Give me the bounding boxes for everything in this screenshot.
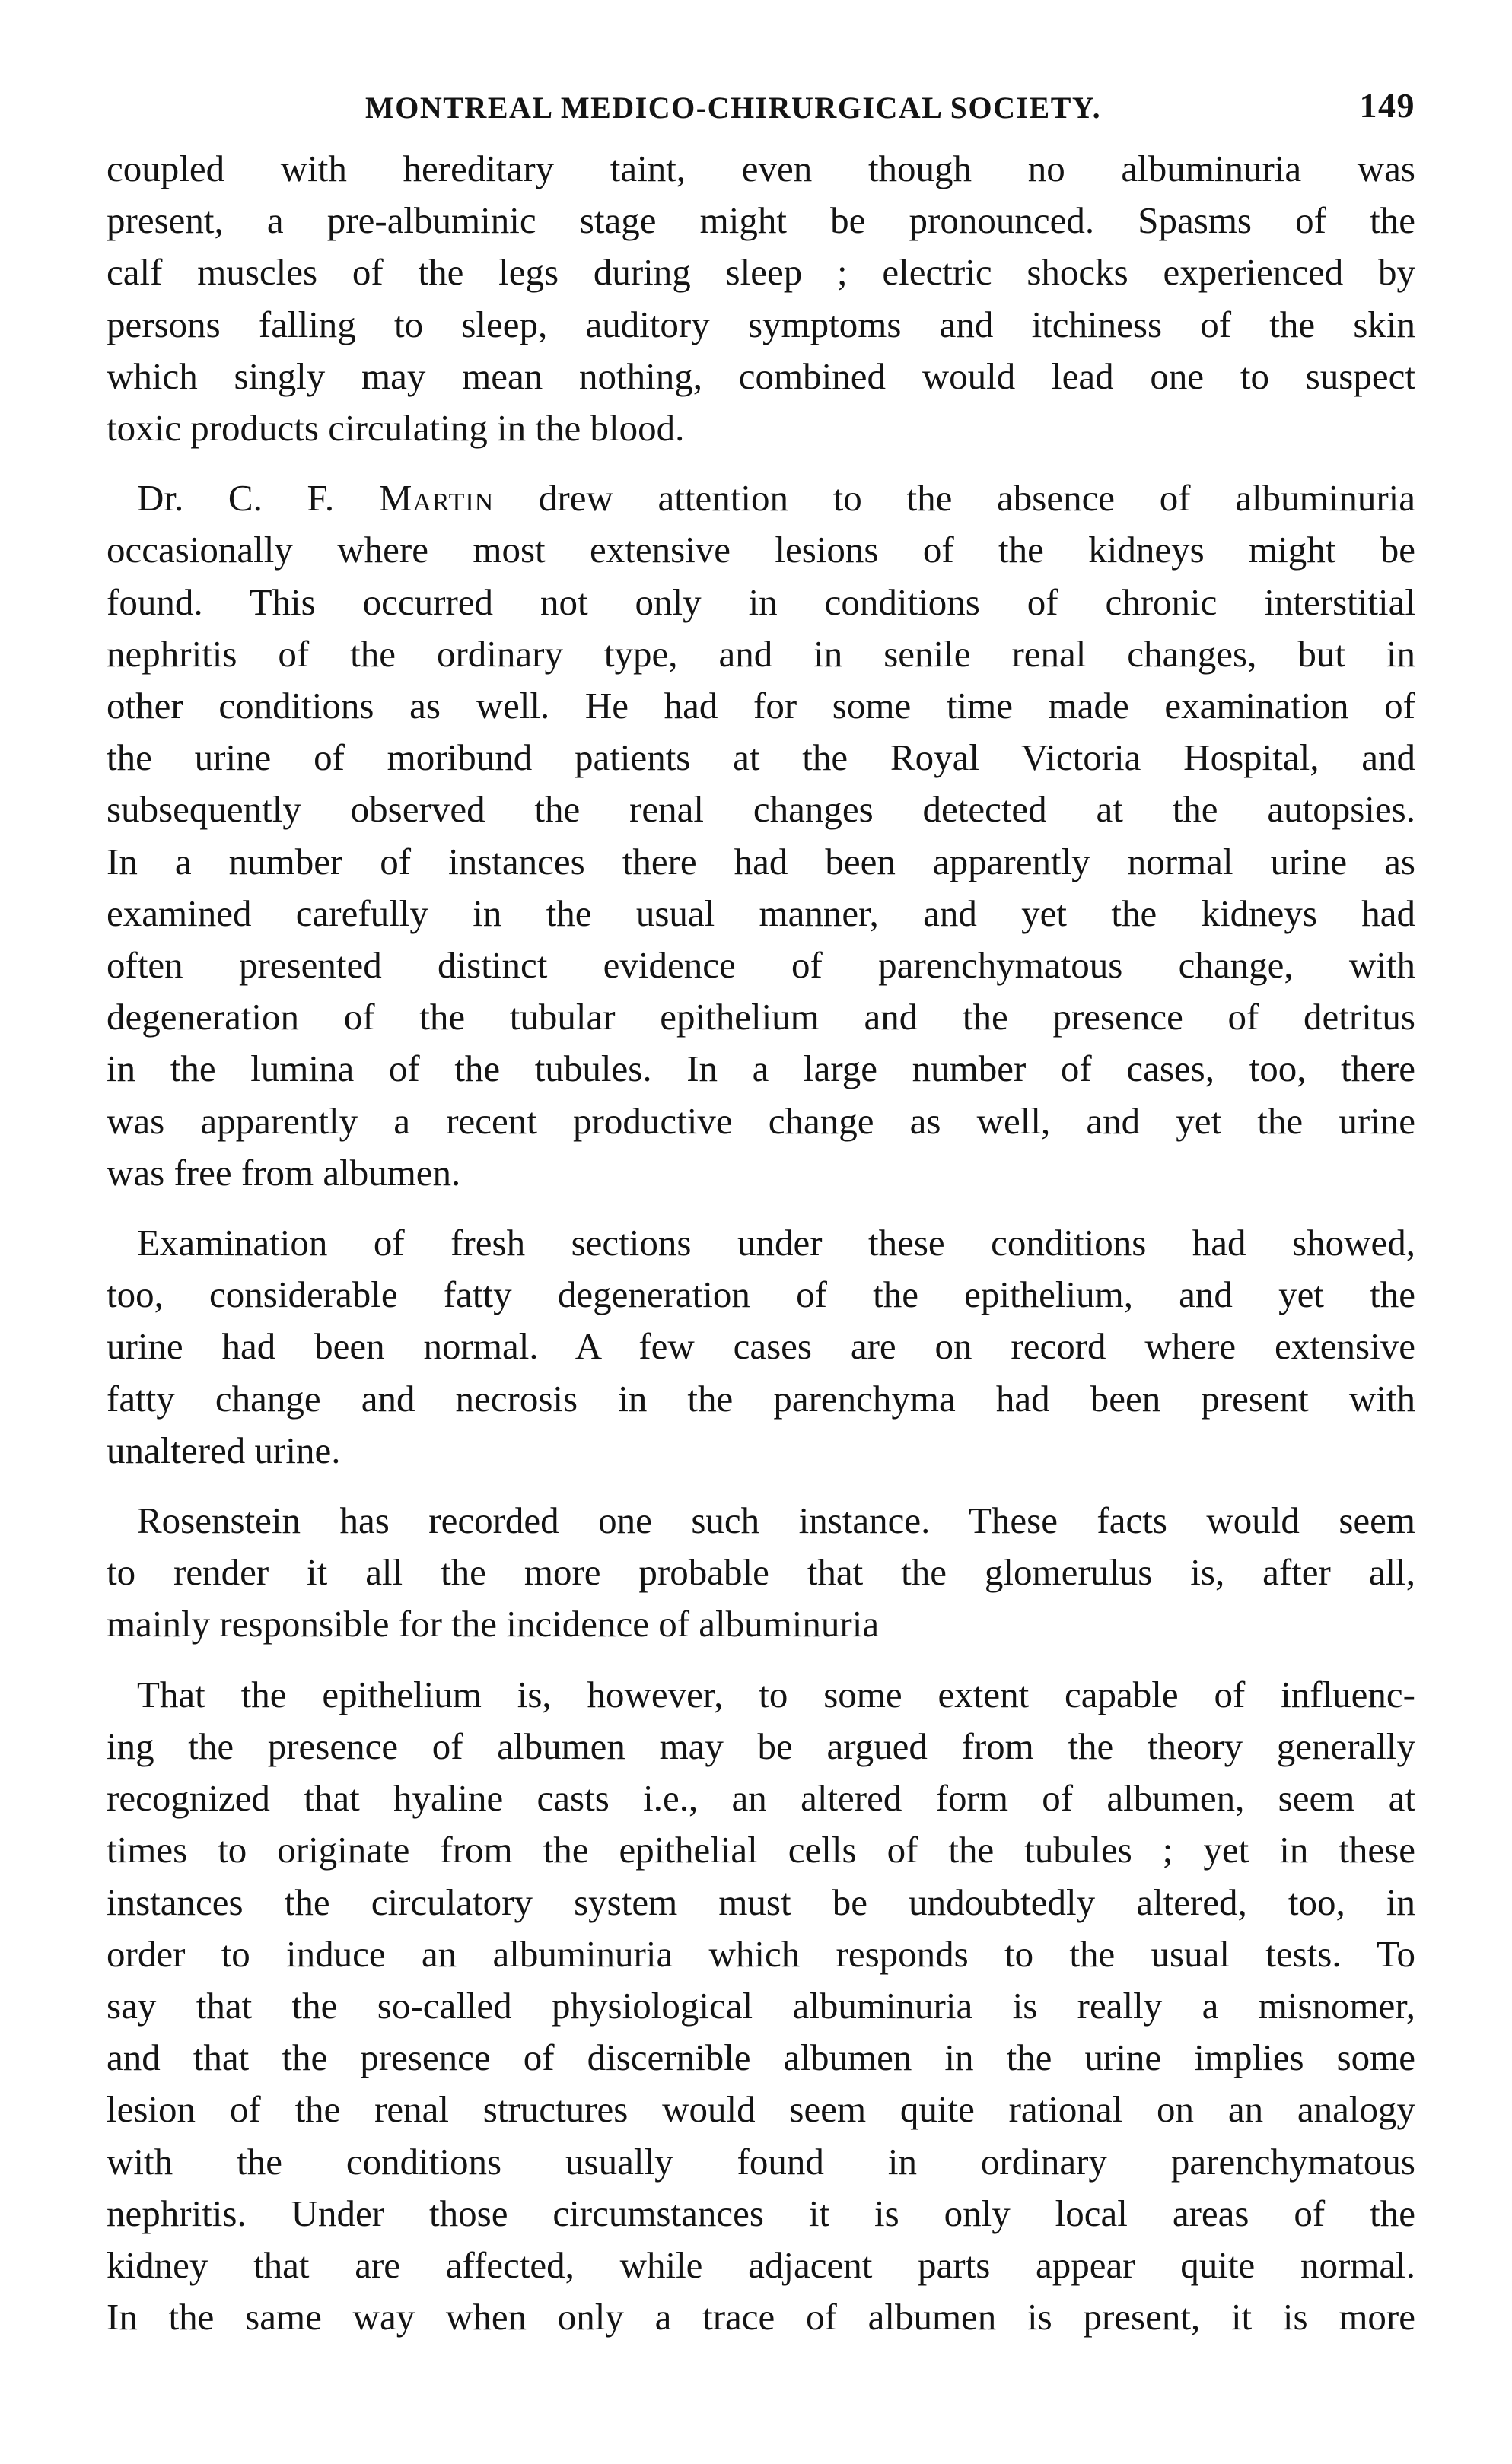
text-line: ing the presence of albumen may be argued from the theory generally bbox=[107, 1725, 1415, 1767]
page-header bbox=[107, 86, 1415, 143]
paragraph-3 bbox=[107, 1217, 1415, 1477]
text-line: occasionally where most extensive lesions of the kidneys might be bbox=[107, 529, 1415, 571]
text-line: kidney that are affected, while adjacent parts appear quite normal. bbox=[107, 2243, 1415, 2286]
text-line: to render it all the more probable that the glomerulus is, after all, bbox=[107, 1551, 1415, 1594]
text-line: urine had been normal. A few cases are on record where extensive bbox=[107, 1325, 1415, 1368]
first-line-rest: drew attention to the absence of albuminuria bbox=[494, 477, 1416, 520]
text-line: persons falling to sleep, auditory symptoms and itchiness of the skin bbox=[107, 303, 1415, 345]
running-head: MONTREAL MEDICO-CHIRURGICAL SOCIETY. bbox=[365, 91, 1102, 125]
text-line: In the same way when only a trace of albumen is present, it is more bbox=[107, 2296, 1415, 2338]
page-number: 149 bbox=[1359, 86, 1415, 125]
document-page bbox=[107, 86, 1416, 2343]
speaker-prefix: Dr. C. F. bbox=[137, 477, 379, 520]
text-line: other conditions as well. He had for some time made examination of bbox=[107, 685, 1415, 727]
text-line: order to induce an albuminuria which responds to the usual tests. To bbox=[107, 1932, 1415, 1975]
text-line: In a number of instances there had been apparently normal urine as bbox=[107, 840, 1415, 882]
text-line: toxic products circulating in the blood. bbox=[107, 407, 685, 450]
paragraph-1 bbox=[107, 143, 1415, 454]
text-line: in the lumina of the tubules. In a large number of cases, too, there bbox=[107, 1048, 1415, 1090]
text-line: found. This occurred not only in conditions of chronic interstitial bbox=[107, 580, 1415, 623]
text-line: was apparently a recent productive change as well, and yet the urine bbox=[107, 1099, 1415, 1142]
text-line: nephritis. Under those circumstances it is only local areas of the bbox=[107, 2192, 1415, 2234]
text-line: coupled with hereditary taint, even though no albuminuria was bbox=[107, 148, 1415, 189]
text-line: present, a pre-albuminic stage might be pronounced. Spasms of the bbox=[107, 199, 1415, 242]
text-line: with the conditions usually found in ordinary parenchymatous bbox=[107, 2140, 1415, 2183]
text-line: fatty change and necrosis in the parenchyma had been present with bbox=[107, 1377, 1415, 1420]
text-line: mainly responsible for the incidence of albuminuria bbox=[107, 1603, 880, 1645]
paragraph-2 bbox=[107, 472, 1415, 1199]
text-line: say that the so-called physiological albuminuria is really a misnomer, bbox=[107, 1984, 1415, 2027]
body-text bbox=[107, 143, 1415, 2343]
paragraph-4 bbox=[107, 1495, 1415, 1651]
text-line: lesion of the renal structures would seem quite rational on an analogy bbox=[107, 2088, 1415, 2131]
text-line: Examination of fresh sections under these conditions had showed, bbox=[137, 1222, 1415, 1264]
text-line: calf muscles of the legs during sleep ; electric shocks experienced by bbox=[107, 251, 1415, 294]
text-line: and that the presence of discernible albumen in the urine implies some bbox=[107, 2036, 1415, 2079]
text-line: degeneration of the tubular epithelium and the presence of detritus bbox=[107, 996, 1415, 1038]
text-line: too, considerable fatty degeneration of the epithelium, and yet the bbox=[107, 1273, 1415, 1316]
text-line: unaltered urine. bbox=[107, 1429, 341, 1471]
text-line: subsequently observed the renal changes detected at the autopsies. bbox=[107, 788, 1415, 831]
text-line: was free from albumen. bbox=[107, 1151, 461, 1194]
text-line: often presented distinct evidence of parenchymatous change, with bbox=[107, 944, 1415, 987]
text-line: Rosenstein has recorded one such instance. These facts would seem bbox=[137, 1499, 1415, 1542]
paragraph-5 bbox=[107, 1669, 1415, 2344]
text-line: times to originate from the epithelial cells of the tubules ; yet in these bbox=[107, 1829, 1415, 1871]
text-line-first bbox=[107, 472, 1415, 524]
speaker-name: Martin bbox=[378, 477, 495, 520]
text-line: which singly may mean nothing, combined would lead one to suspect bbox=[107, 354, 1415, 397]
text-line: nephritis of the ordinary type, and in senile renal changes, but in bbox=[107, 632, 1415, 675]
text-line: That the epithelium is, however, to some extent capable of influenc- bbox=[137, 1673, 1415, 1715]
text-line: examined carefully in the usual manner, and yet the kidneys had bbox=[107, 892, 1415, 934]
text-line: recognized that hyaline casts i.e., an altered form of albumen, seem at bbox=[107, 1777, 1415, 1820]
text-line: instances the circulatory system must be undoubtedly altered, too, in bbox=[107, 1881, 1415, 1923]
text-line: the urine of moribund patients at the Royal Victoria Hospital, and bbox=[107, 736, 1415, 779]
